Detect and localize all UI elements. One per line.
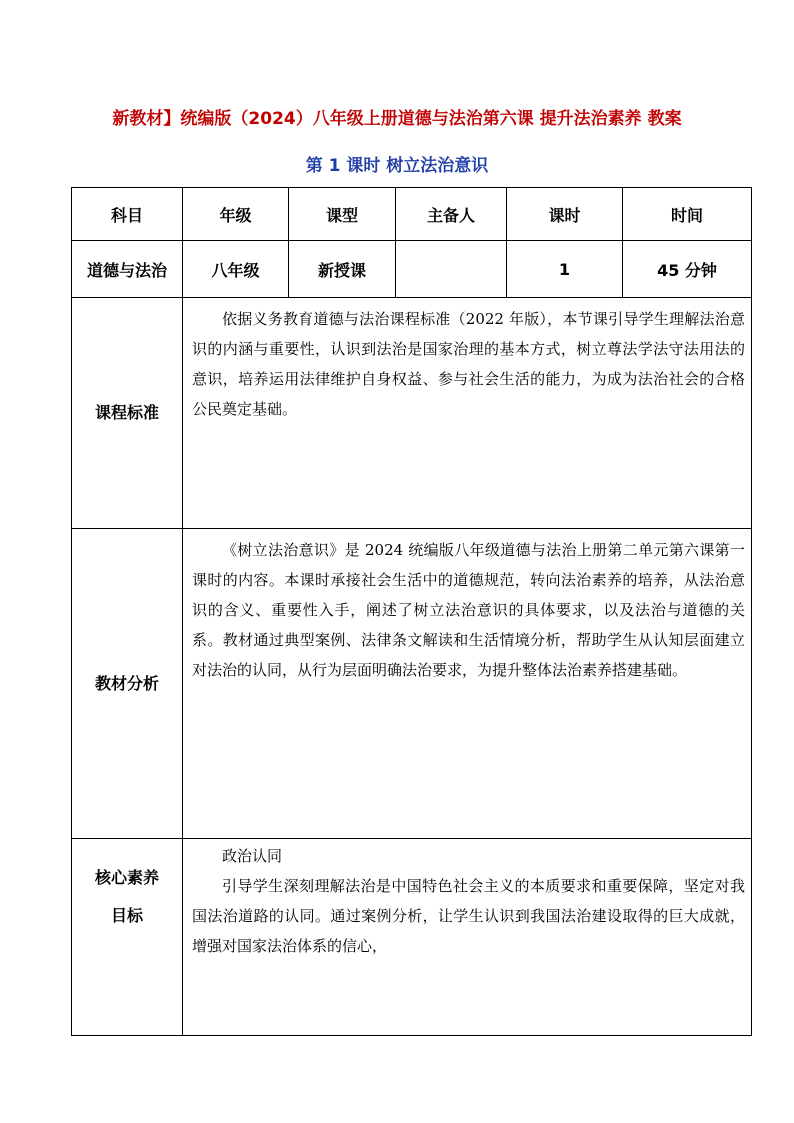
section-subheading: 政治认同 — [222, 847, 283, 865]
table-header-row — [72, 188, 752, 241]
section-row-core-literacy-goals — [72, 839, 752, 1036]
section-label-line: 核心素养 — [94, 868, 159, 887]
section-content-curriculum-standard — [183, 298, 752, 529]
document-subtitle: 第 1 课时 树立法治意识 — [305, 156, 489, 176]
header-cell-periods: 课时 — [507, 188, 623, 241]
section-paragraph: 《树立法治意识》是 2024 统编版八年级道德与法治上册第二单元第六课第一课时的内容。本课时承接社会生活中的道德规范，转向法治素养的培养，从法治意识的含义、重要性入手，阐述了树立法治意识的具体要求，以及法治与道德的关系。教材通过典型案例、法律条文解读和生活情境分析，帮助学生从认知层面建立对法治的认同，从行为层面明确法治要求，为提升整体法治素养搭建基础。 — [192, 541, 745, 679]
section-label-core-literacy-goals — [72, 839, 183, 1036]
header-cell-subject: 科目 — [72, 188, 183, 241]
header-cell-grade: 年级 — [183, 188, 289, 241]
value-cell-subject: 道德与法治 — [72, 241, 183, 298]
section-label-textbook-analysis: 教材分析 — [72, 529, 183, 839]
document-title: 新教材】统编版（2024）八年级上册道德与法治第六课 提升法治素养 教案 — [112, 109, 682, 129]
value-cell-periods: 1 — [507, 241, 623, 298]
section-paragraph: 依据义务教育道德与法治课程标准（2022 年版），本节课引导学生理解法治意识的内涵与重要性，认识到法治是国家治理的基本方式，树立尊法学法守法用法的意识，培养运用法律维护自身权益、参与社会生活的能力，为成为法治社会的合格公民奠定基础。 — [192, 310, 745, 418]
header-cell-duration: 时间 — [623, 188, 752, 241]
value-cell-duration: 45 分钟 — [623, 241, 752, 298]
section-content-textbook-analysis — [183, 529, 752, 839]
value-cell-grade: 八年级 — [183, 241, 289, 298]
section-paragraph: 引导学生深刻理解法治是中国特色社会主义的本质要求和重要保障，坚定对我国法治道路的认同。通过案例分析，让学生认识到我国法治建设取得的巨大成就，增强对国家法治体系的信心， — [192, 877, 745, 955]
header-cell-lesson-type: 课型 — [289, 188, 396, 241]
section-label-curriculum-standard: 课程标准 — [72, 298, 183, 529]
value-cell-preparer — [396, 241, 507, 298]
section-label-line: 目标 — [110, 906, 143, 925]
lesson-plan-table — [71, 187, 752, 1036]
value-cell-lesson-type: 新授课 — [289, 241, 396, 298]
table-value-row — [72, 241, 752, 298]
section-row-textbook-analysis — [72, 529, 752, 839]
section-row-curriculum-standard — [72, 298, 752, 529]
section-content-core-literacy-goals — [183, 839, 752, 1036]
header-cell-preparer: 主备人 — [396, 188, 507, 241]
